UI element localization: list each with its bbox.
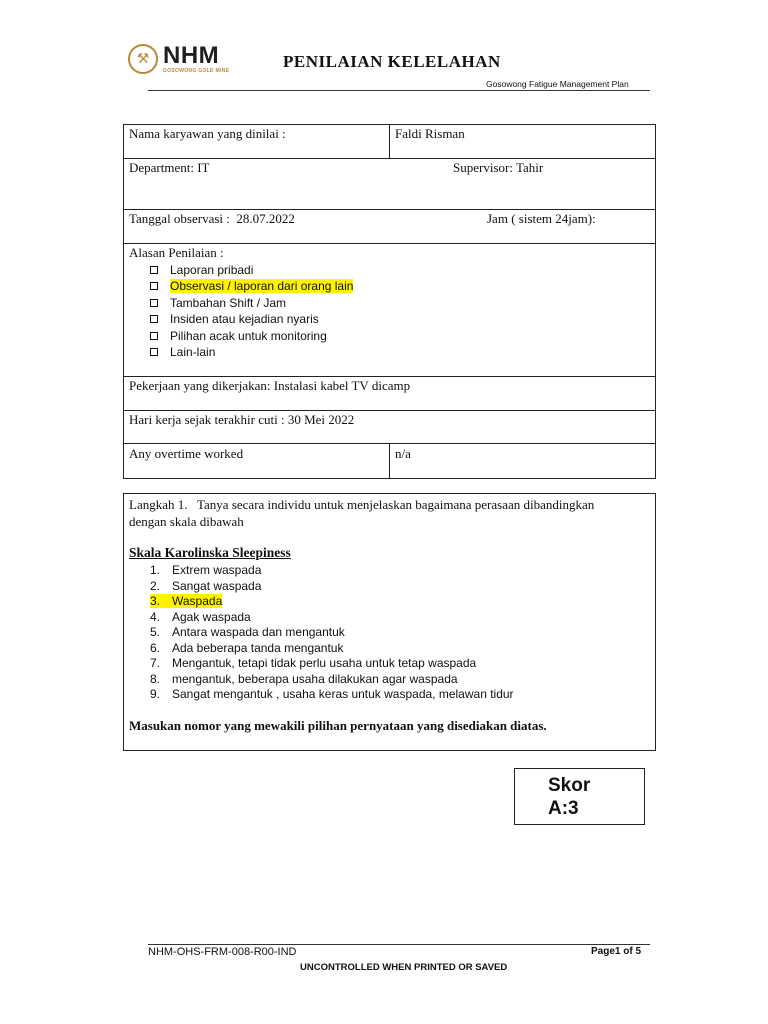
scale-item: 7. Mengantuk, tetapi tidak perlu usaha untuk tetap waspada [150,656,477,670]
scale-item: 8. mengantuk, beberapa usaha dilakukan agar waspada [150,671,458,686]
checkbox-icon[interactable] [150,332,158,340]
scale-item: 9. Sangat mengantuk , usaha keras untuk waspada, melawan tidur [150,687,514,701]
work-done: Pekerjaan yang dikerjakan: Instalasi kabel TV dicamp [129,378,411,393]
reason-item-selected[interactable]: Observasi / laporan dari orang lain [150,278,353,294]
document-title: PENILAIAN KELELAHAN [283,52,501,71]
footer-divider [148,944,650,945]
step-intro-line1: Langkah 1. Tanya secara individu untuk menjelaskan bagaimana perasaan dibandingkan [129,497,595,512]
scale-item: 2. Sangat waspada [150,578,262,593]
hour-label: Jam ( sistem 24jam): [487,211,596,226]
employee-value: Faldi Risman [395,126,465,141]
reason-item[interactable]: Insiden atau kejadian nyaris [150,311,353,327]
department-text: Department: IT [129,160,210,175]
reason-item[interactable]: Pilihan acak untuk monitoring [150,328,353,344]
observation-date: Tanggal observasi : 28.07.2022 [129,211,295,226]
reason-item[interactable]: Laporan pribadi [150,262,353,278]
score-value: A:3 [548,798,579,819]
plan-name: Gosowong Fatigue Management Plan [486,79,629,89]
header-divider [148,90,650,91]
step-intro-line2: dengan skala dibawah [129,514,244,529]
checkbox-icon[interactable] [150,348,158,356]
overtime-value: n/a [395,446,411,461]
instruction-text: Masukan nomor yang mewakili pilihan pernyataan yang disediakan diatas. [129,718,547,733]
logo-subtitle: GOSOWONG GOLD MINE [163,68,230,74]
reason-list [150,262,353,360]
scale-item: 4. Agak waspada [150,609,251,624]
scale-item: 6. Ada beberapa tanda mengantuk [150,640,344,655]
scale-item: 5. Antara waspada dan mengantuk [150,625,345,639]
score-text [548,774,590,820]
scale-item-selected: 3. Waspada [150,594,223,608]
reason-title: Alasan Penilaian : [129,245,224,260]
reason-item[interactable]: Lain-lain [150,344,353,360]
supervisor-text: Supervisor: Tahir [453,160,544,175]
reason-item[interactable]: Tambahan Shift / Jam [150,295,353,311]
scale-item: 1. Extrem waspada [150,563,262,577]
employee-cell-divider [389,124,390,159]
company-logo-icon: ⚒ [128,44,158,74]
scale-list [150,563,514,703]
uncontrolled-note: UNCONTROLLED WHEN PRINTED OR SAVED [300,962,508,973]
logo-text: NHM [163,42,220,69]
score-label: Skor [548,775,591,796]
overtime-label: Any overtime worked [129,446,244,461]
form-code: NHM-OHS-FRM-008-R00-IND [148,946,297,958]
checkbox-icon[interactable] [150,266,158,274]
days-since-leave: Hari kerja sejak terakhir cuti : 30 Mei 2022 [129,412,355,427]
scale-title: Skala Karolinska Sleepiness [129,545,291,560]
checkbox-icon[interactable] [150,299,158,307]
checkbox-icon[interactable] [150,282,158,290]
overtime-cell-divider [389,443,390,479]
checkbox-icon[interactable] [150,315,158,323]
employee-label: Nama karyawan yang dinilai : [129,126,286,141]
page-number: Page1 of 5 [591,946,642,957]
